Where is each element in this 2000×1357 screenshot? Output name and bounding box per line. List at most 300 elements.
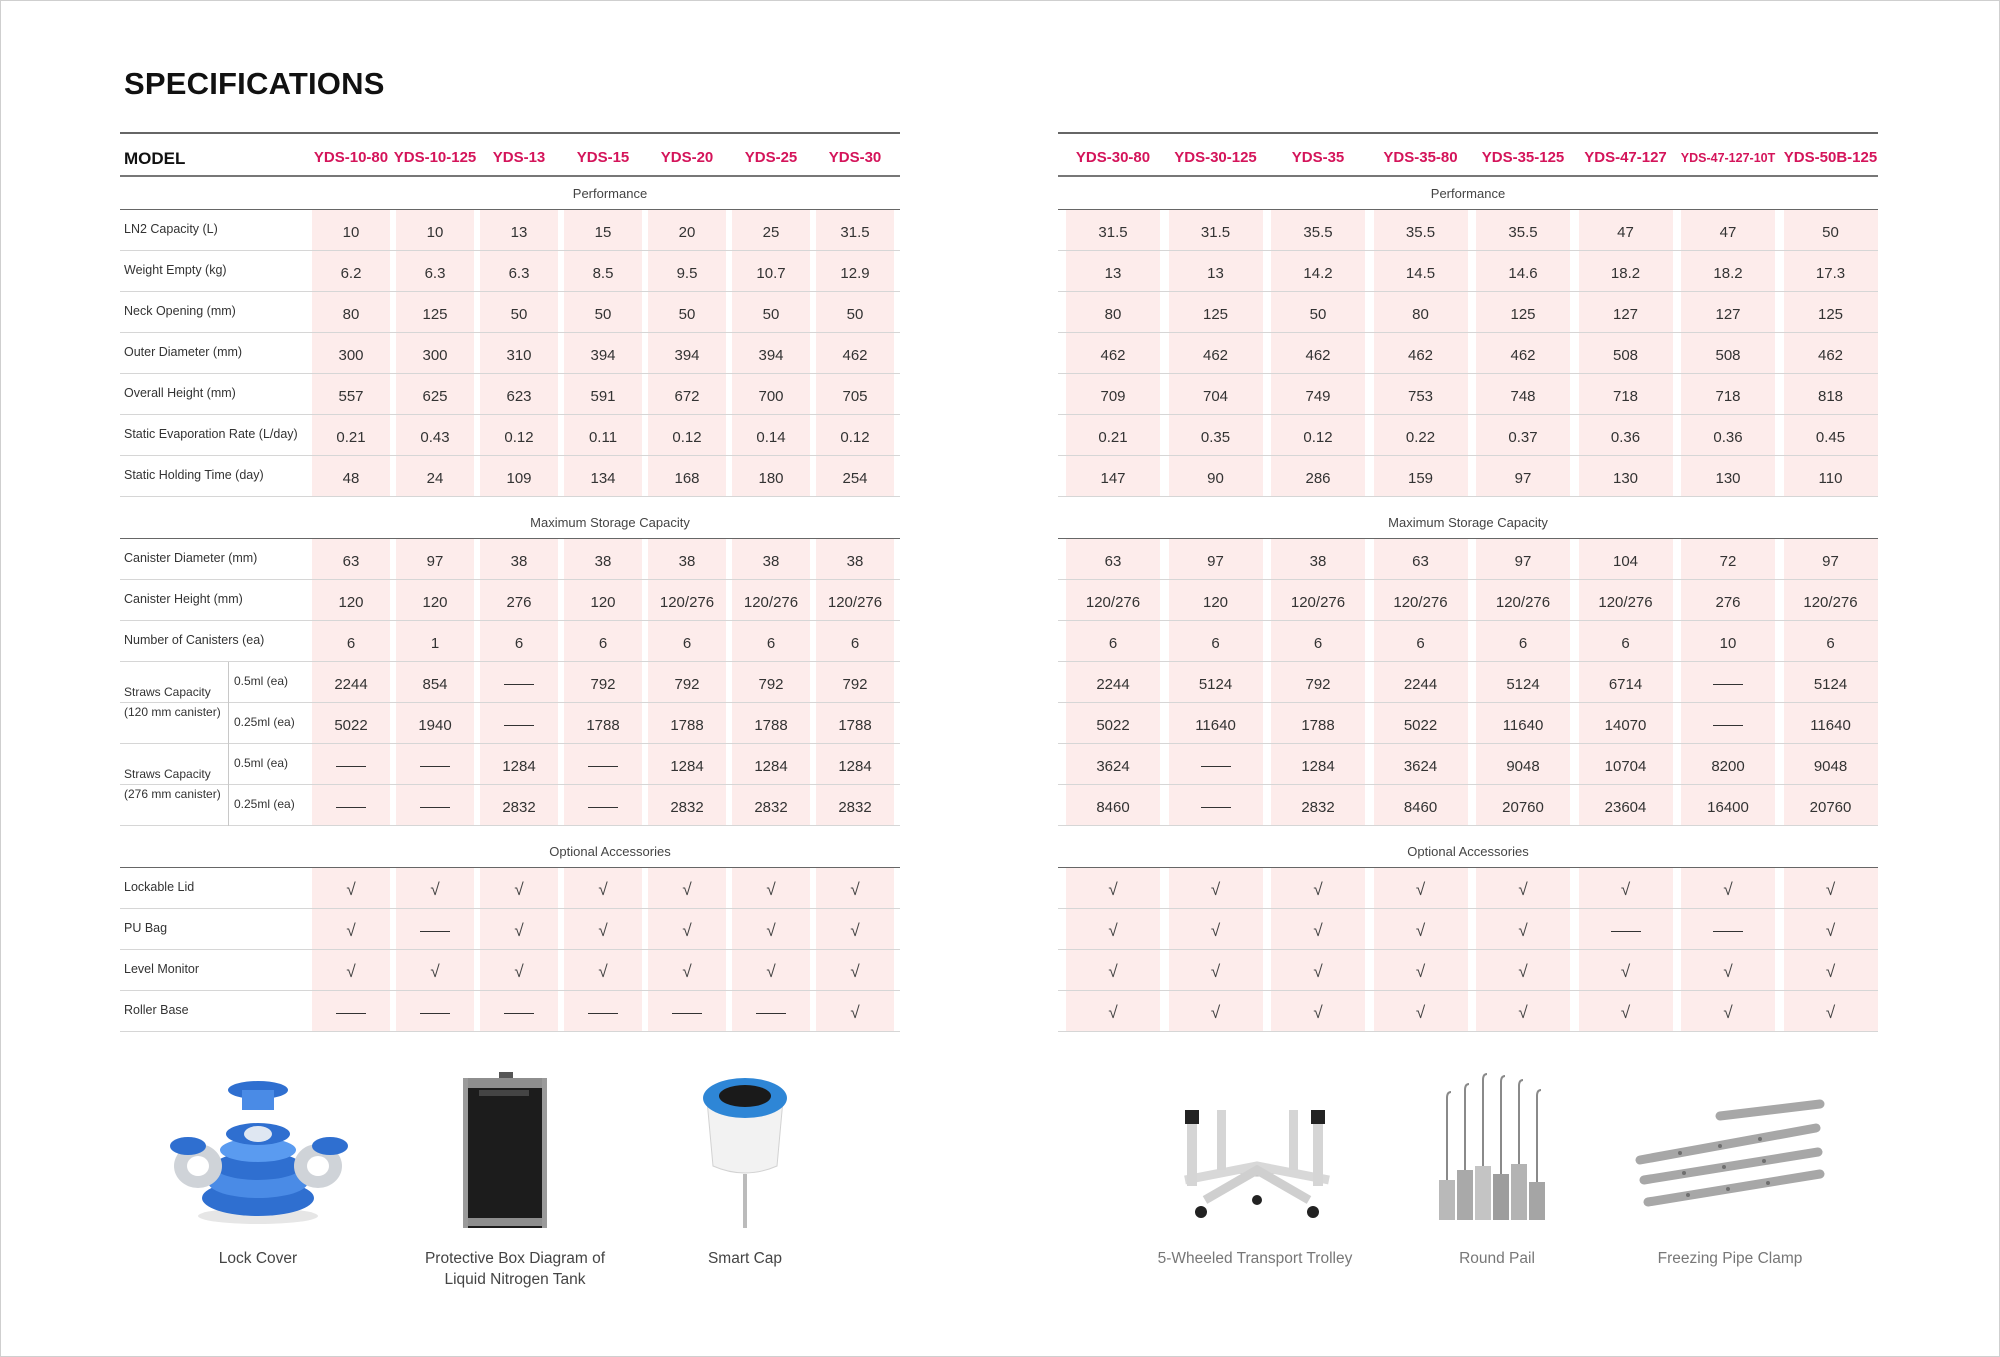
spec-cell: 6 — [1066, 621, 1160, 661]
spec-cell — [312, 744, 390, 784]
spec-cell: 8.5 — [564, 251, 642, 291]
spec-cell: √ — [564, 950, 642, 990]
spec-cell: √ — [1271, 868, 1365, 908]
row-label: LN2 Capacity (L) — [124, 222, 218, 236]
dash-mark — [588, 1013, 618, 1014]
group-divider — [228, 662, 229, 744]
spec-cell: 394 — [648, 333, 726, 373]
row-label: Canister Height (mm) — [124, 592, 243, 606]
spec-cell: 97 — [1476, 539, 1570, 579]
spec-cell: 50 — [564, 292, 642, 332]
spec-cell: 5124 — [1476, 662, 1570, 702]
spec-cell — [396, 991, 474, 1031]
model-name: YDS-35-80 — [1383, 149, 1458, 166]
section-header — [120, 497, 900, 539]
spec-cell: 394 — [732, 333, 810, 373]
spec-cell: 120/276 — [648, 580, 726, 620]
dash-mark — [504, 684, 534, 685]
spec-cell: 6 — [480, 621, 558, 661]
spec-cell: 47 — [1579, 210, 1673, 250]
spec-cell: √ — [1271, 991, 1365, 1031]
model-header-row — [1058, 132, 1878, 177]
model-name: YDS-30-125 — [1174, 149, 1257, 166]
dash-mark — [672, 1013, 702, 1014]
spec-cell: 792 — [816, 662, 894, 702]
spec-cell: √ — [312, 868, 390, 908]
page-title: SPECIFICATIONS — [124, 66, 385, 101]
spec-cell: 0.12 — [816, 415, 894, 455]
spec-cell: 13 — [1169, 251, 1263, 291]
spec-row — [120, 292, 900, 333]
spec-cell: 0.12 — [480, 415, 558, 455]
spec-cell: 25 — [732, 210, 810, 250]
spec-row — [120, 374, 900, 415]
spec-cell: √ — [648, 950, 726, 990]
section-header — [120, 177, 900, 210]
accessory-caption: 5-Wheeled Transport Trolley — [1157, 1250, 1353, 1267]
section-header — [120, 826, 900, 868]
spec-cell: √ — [1784, 950, 1878, 990]
spec-table-left — [120, 132, 900, 1032]
spec-cell — [480, 703, 558, 743]
spec-cell: 508 — [1681, 333, 1775, 373]
spec-cell: 10 — [312, 210, 390, 250]
spec-cell: 1284 — [648, 744, 726, 784]
spec-cell: 462 — [1169, 333, 1263, 373]
spec-cell: 13 — [480, 210, 558, 250]
spec-cell: 11640 — [1476, 703, 1570, 743]
spec-cell — [1681, 909, 1775, 949]
spec-cell: 5124 — [1169, 662, 1263, 702]
spec-cell: 125 — [1169, 292, 1263, 332]
spec-cell: 127 — [1681, 292, 1775, 332]
model-name: YDS-50B-125 — [1783, 149, 1878, 166]
spec-cell: 6 — [312, 621, 390, 661]
spec-cell: 38 — [480, 539, 558, 579]
spec-cell: 10 — [1681, 621, 1775, 661]
spec-cell: 38 — [816, 539, 894, 579]
spec-cell: 394 — [564, 333, 642, 373]
spec-cell: 10704 — [1579, 744, 1673, 784]
dash-mark — [420, 807, 450, 808]
spec-cell: 2244 — [1374, 662, 1468, 702]
dash-mark — [336, 766, 366, 767]
sub-label: 0.5ml (ea) — [234, 674, 289, 688]
spec-cell: 125 — [396, 292, 474, 332]
spec-cell: 5022 — [312, 703, 390, 743]
spec-cell: √ — [1066, 909, 1160, 949]
spec-cell: √ — [1271, 950, 1365, 990]
dash-mark — [420, 766, 450, 767]
round-pail-image — [1417, 1070, 1577, 1230]
spec-cell: 120/276 — [1374, 580, 1468, 620]
spec-cell: √ — [312, 950, 390, 990]
trolley-image — [1145, 1070, 1365, 1230]
spec-cell: 718 — [1579, 374, 1673, 414]
spec-cell: 97 — [1169, 539, 1263, 579]
spec-cell: 0.35 — [1169, 415, 1263, 455]
spec-cell — [1681, 662, 1775, 702]
spec-cell: 120 — [312, 580, 390, 620]
accessory-caption: Smart Cap — [707, 1250, 783, 1267]
spec-cell: 462 — [1374, 333, 1468, 373]
spec-cell — [1169, 785, 1263, 825]
spec-cell: 38 — [648, 539, 726, 579]
spec-cell: √ — [1066, 991, 1160, 1031]
spec-row — [1058, 950, 1878, 991]
section-header — [1058, 177, 1878, 210]
dash-mark — [420, 931, 450, 932]
spec-cell: 462 — [1066, 333, 1160, 373]
spec-cell: 6 — [564, 621, 642, 661]
spec-cell: √ — [1271, 909, 1365, 949]
row-label: Canister Diameter (mm) — [124, 551, 258, 565]
accessory-trolley — [1145, 1070, 1365, 1267]
section-title: Maximum Storage Capacity — [530, 515, 690, 530]
spec-cell: 6714 — [1579, 662, 1673, 702]
spec-cell — [732, 991, 810, 1031]
spec-cell: 97 — [396, 539, 474, 579]
dash-mark — [504, 1013, 534, 1014]
spec-cell: 5022 — [1374, 703, 1468, 743]
spec-cell: 72 — [1681, 539, 1775, 579]
spec-cell: 462 — [1784, 333, 1878, 373]
spec-row — [1058, 580, 1878, 621]
straws-group-label — [124, 682, 221, 722]
spec-cell: √ — [1169, 868, 1263, 908]
spec-cell: 1940 — [396, 703, 474, 743]
spec-cell: 1788 — [564, 703, 642, 743]
spec-cell: √ — [480, 909, 558, 949]
spec-cell: 38 — [1271, 539, 1365, 579]
spec-cell: 6 — [1476, 621, 1570, 661]
spec-row — [1058, 415, 1878, 456]
row-label: Level Monitor — [124, 962, 200, 976]
spec-cell: √ — [732, 868, 810, 908]
spec-cell: 11640 — [1784, 703, 1878, 743]
spec-cell: 709 — [1066, 374, 1160, 414]
spec-cell: 2832 — [1271, 785, 1365, 825]
spec-cell: 300 — [396, 333, 474, 373]
spec-row — [1058, 868, 1878, 909]
spec-cell: √ — [816, 909, 894, 949]
spec-cell — [480, 662, 558, 702]
model-name: YDS-30 — [828, 149, 882, 166]
spec-cell: 13 — [1066, 251, 1160, 291]
spec-cell: 20760 — [1476, 785, 1570, 825]
spec-cell: √ — [1066, 950, 1160, 990]
spec-cell: √ — [312, 909, 390, 949]
accessory-caption: Protective Box Diagram of Liquid Nitrogen Tank — [424, 1250, 606, 1288]
dash-mark — [420, 1013, 450, 1014]
spec-cell — [1681, 703, 1775, 743]
spec-cell: 63 — [312, 539, 390, 579]
spec-cell: 1788 — [816, 703, 894, 743]
spec-cell: 38 — [732, 539, 810, 579]
spec-cell: √ — [480, 950, 558, 990]
spec-cell: 127 — [1579, 292, 1673, 332]
spec-cell: 130 — [1579, 456, 1673, 496]
spec-cell: 6 — [648, 621, 726, 661]
model-name: YDS-47-127-10T — [1680, 151, 1776, 165]
spec-cell: √ — [564, 909, 642, 949]
spec-cell: 147 — [1066, 456, 1160, 496]
spec-row — [1058, 251, 1878, 292]
spec-cell: 8460 — [1374, 785, 1468, 825]
model-name: YDS-10-125 — [393, 149, 477, 166]
spec-cell: √ — [816, 991, 894, 1031]
spec-cell: √ — [1579, 950, 1673, 990]
spec-cell: 700 — [732, 374, 810, 414]
spec-cell: 50 — [816, 292, 894, 332]
model-name: YDS-10-80 — [313, 149, 389, 166]
spec-cell: 120/276 — [1476, 580, 1570, 620]
spec-cell: 0.37 — [1476, 415, 1570, 455]
spec-cell: 1 — [396, 621, 474, 661]
spec-cell: 6 — [1169, 621, 1263, 661]
dash-mark — [336, 1013, 366, 1014]
spec-cell: 15 — [564, 210, 642, 250]
spec-cell: 1788 — [648, 703, 726, 743]
spec-cell: √ — [1681, 868, 1775, 908]
spec-cell: 31.5 — [1169, 210, 1263, 250]
spec-cell: 80 — [1374, 292, 1468, 332]
spec-cell: 31.5 — [1066, 210, 1160, 250]
spec-cell: 1788 — [1271, 703, 1365, 743]
spec-cell: 2244 — [312, 662, 390, 702]
spec-cell: 2832 — [480, 785, 558, 825]
spec-cell: 50 — [732, 292, 810, 332]
spec-cell: 120/276 — [732, 580, 810, 620]
spec-cell: 705 — [816, 374, 894, 414]
spec-cell: 792 — [732, 662, 810, 702]
spec-cell — [564, 744, 642, 784]
model-name: YDS-15 — [576, 149, 630, 166]
spec-cell: 50 — [480, 292, 558, 332]
pipe-clamp-image — [1620, 1070, 1840, 1230]
accessory-pipe-clamp — [1620, 1070, 1840, 1267]
spec-cell: 2244 — [1066, 662, 1160, 702]
spec-cell: 120/276 — [1579, 580, 1673, 620]
section-header — [1058, 497, 1878, 539]
spec-row — [1058, 662, 1878, 703]
spec-cell: √ — [1579, 868, 1673, 908]
dash-mark — [336, 807, 366, 808]
spec-cell: 120/276 — [1271, 580, 1365, 620]
spec-row — [1058, 292, 1878, 333]
spec-cell: 168 — [648, 456, 726, 496]
spec-row — [1058, 333, 1878, 374]
spec-cell: 14.6 — [1476, 251, 1570, 291]
spec-cell: 6.3 — [396, 251, 474, 291]
spec-cell: 0.11 — [564, 415, 642, 455]
spec-row — [1058, 909, 1878, 950]
dash-mark — [1201, 766, 1231, 767]
accessory-caption: Round Pail — [1459, 1250, 1535, 1267]
spec-cell: 12.9 — [816, 251, 894, 291]
spec-cell: 792 — [1271, 662, 1365, 702]
spec-cell: √ — [1066, 868, 1160, 908]
spec-cell: √ — [1374, 868, 1468, 908]
straws-group-line: (276 mm canister) — [124, 787, 221, 801]
row-label: PU Bag — [124, 921, 168, 935]
spec-cell: 1284 — [480, 744, 558, 784]
model-name: YDS-13 — [492, 149, 546, 166]
row-label: Lockable Lid — [124, 880, 195, 894]
accessory-protective-box — [415, 1070, 615, 1288]
spec-cell: 23604 — [1579, 785, 1673, 825]
spec-cell: 748 — [1476, 374, 1570, 414]
spec-row — [120, 744, 900, 801]
spec-cell: 24 — [396, 456, 474, 496]
spec-cell: 14.2 — [1271, 251, 1365, 291]
spec-cell: 180 — [732, 456, 810, 496]
spec-cell: 90 — [1169, 456, 1263, 496]
dash-mark — [588, 766, 618, 767]
protective-box-image — [415, 1070, 615, 1230]
spec-cell — [312, 785, 390, 825]
spec-cell: 20 — [648, 210, 726, 250]
spec-cell: 0.14 — [732, 415, 810, 455]
spec-cell: 0.12 — [648, 415, 726, 455]
spec-cell: 120 — [1169, 580, 1263, 620]
spec-cell — [648, 991, 726, 1031]
spec-cell: 6.2 — [312, 251, 390, 291]
spec-cell: 1284 — [732, 744, 810, 784]
spec-cell: √ — [648, 868, 726, 908]
spec-cell: 9.5 — [648, 251, 726, 291]
spec-cell: 276 — [1681, 580, 1775, 620]
sub-label: 0.25ml (ea) — [234, 715, 295, 729]
spec-cell: 286 — [1271, 456, 1365, 496]
spec-cell: 120 — [396, 580, 474, 620]
spec-cell: 0.36 — [1681, 415, 1775, 455]
spec-cell: 35.5 — [1271, 210, 1365, 250]
spec-cell: 2832 — [648, 785, 726, 825]
spec-cell: √ — [1169, 991, 1263, 1031]
spec-cell: 17.3 — [1784, 251, 1878, 291]
spec-cell: 1788 — [732, 703, 810, 743]
spec-cell: 623 — [480, 374, 558, 414]
spec-cell: 0.36 — [1579, 415, 1673, 455]
spec-row — [120, 662, 900, 719]
spec-cell: 0.12 — [1271, 415, 1365, 455]
spec-row — [120, 785, 900, 826]
spec-cell: 18.2 — [1681, 251, 1775, 291]
spec-cell: 9048 — [1784, 744, 1878, 784]
spec-cell: 462 — [1271, 333, 1365, 373]
spec-cell: 9048 — [1476, 744, 1570, 784]
spec-cell: 462 — [1476, 333, 1570, 373]
spec-cell: 557 — [312, 374, 390, 414]
spec-cell: 50 — [1271, 292, 1365, 332]
spec-row — [120, 950, 900, 991]
spec-cell: 254 — [816, 456, 894, 496]
dash-mark — [1713, 684, 1743, 685]
section-title: Optional Accessories — [549, 844, 671, 859]
spec-cell: √ — [1681, 991, 1775, 1031]
row-label: Static Holding Time (day) — [124, 468, 264, 482]
spec-cell: 18.2 — [1579, 251, 1673, 291]
straws-group-line: (120 mm canister) — [124, 705, 221, 719]
spec-row — [120, 333, 900, 374]
accessory-round-pail — [1417, 1070, 1577, 1267]
spec-cell — [564, 991, 642, 1031]
row-label: Static Evaporation Rate (L/day) — [124, 427, 298, 441]
dash-mark — [1201, 807, 1231, 808]
spec-cell: 6 — [1374, 621, 1468, 661]
spec-cell: √ — [396, 868, 474, 908]
spec-cell: 14.5 — [1374, 251, 1468, 291]
spec-cell: 591 — [564, 374, 642, 414]
spec-cell — [396, 744, 474, 784]
spec-row — [1058, 621, 1878, 662]
spec-cell: √ — [480, 868, 558, 908]
spec-row — [120, 210, 900, 251]
spec-cell: √ — [1374, 950, 1468, 990]
spec-cell: 6 — [1271, 621, 1365, 661]
model-name: YDS-47-127 — [1584, 149, 1667, 166]
spec-cell: √ — [1784, 868, 1878, 908]
spec-cell: 130 — [1681, 456, 1775, 496]
spec-row — [1058, 703, 1878, 744]
spec-cell — [1169, 744, 1263, 784]
spec-cell: 718 — [1681, 374, 1775, 414]
spec-cell: √ — [1476, 991, 1570, 1031]
spec-cell: 3624 — [1374, 744, 1468, 784]
spec-row — [1058, 210, 1878, 251]
dash-mark — [1713, 725, 1743, 726]
spec-cell — [396, 785, 474, 825]
spec-cell: 63 — [1374, 539, 1468, 579]
model-header-row — [120, 132, 900, 177]
spec-cell: 50 — [648, 292, 726, 332]
spec-row — [1058, 991, 1878, 1032]
spec-cell: 2832 — [732, 785, 810, 825]
spec-cell: 10.7 — [732, 251, 810, 291]
straws-group-label — [124, 764, 221, 804]
spec-row — [120, 909, 900, 950]
spec-row — [120, 580, 900, 621]
spec-cell: √ — [1169, 909, 1263, 949]
spec-cell: 818 — [1784, 374, 1878, 414]
dash-mark — [588, 807, 618, 808]
spec-cell: 125 — [1476, 292, 1570, 332]
spec-cell: 2832 — [816, 785, 894, 825]
spec-cell: 109 — [480, 456, 558, 496]
spec-cell: 672 — [648, 374, 726, 414]
spec-row — [120, 456, 900, 497]
spec-row — [1058, 539, 1878, 580]
spec-cell: 159 — [1374, 456, 1468, 496]
spec-cell: 110 — [1784, 456, 1878, 496]
spec-cell: 120 — [564, 580, 642, 620]
spec-cell: √ — [1476, 909, 1570, 949]
spec-cell: 16400 — [1681, 785, 1775, 825]
spec-cell: 50 — [1784, 210, 1878, 250]
spec-cell: √ — [564, 868, 642, 908]
spec-cell — [564, 785, 642, 825]
spec-cell: √ — [1784, 991, 1878, 1031]
group-divider — [228, 744, 229, 826]
spec-cell: 1284 — [816, 744, 894, 784]
spec-row — [120, 251, 900, 292]
spec-row — [1058, 785, 1878, 826]
sub-label: 0.25ml (ea) — [234, 797, 295, 811]
spec-cell: 300 — [312, 333, 390, 373]
section-header — [1058, 826, 1878, 868]
section-title: Optional Accessories — [1407, 844, 1529, 859]
